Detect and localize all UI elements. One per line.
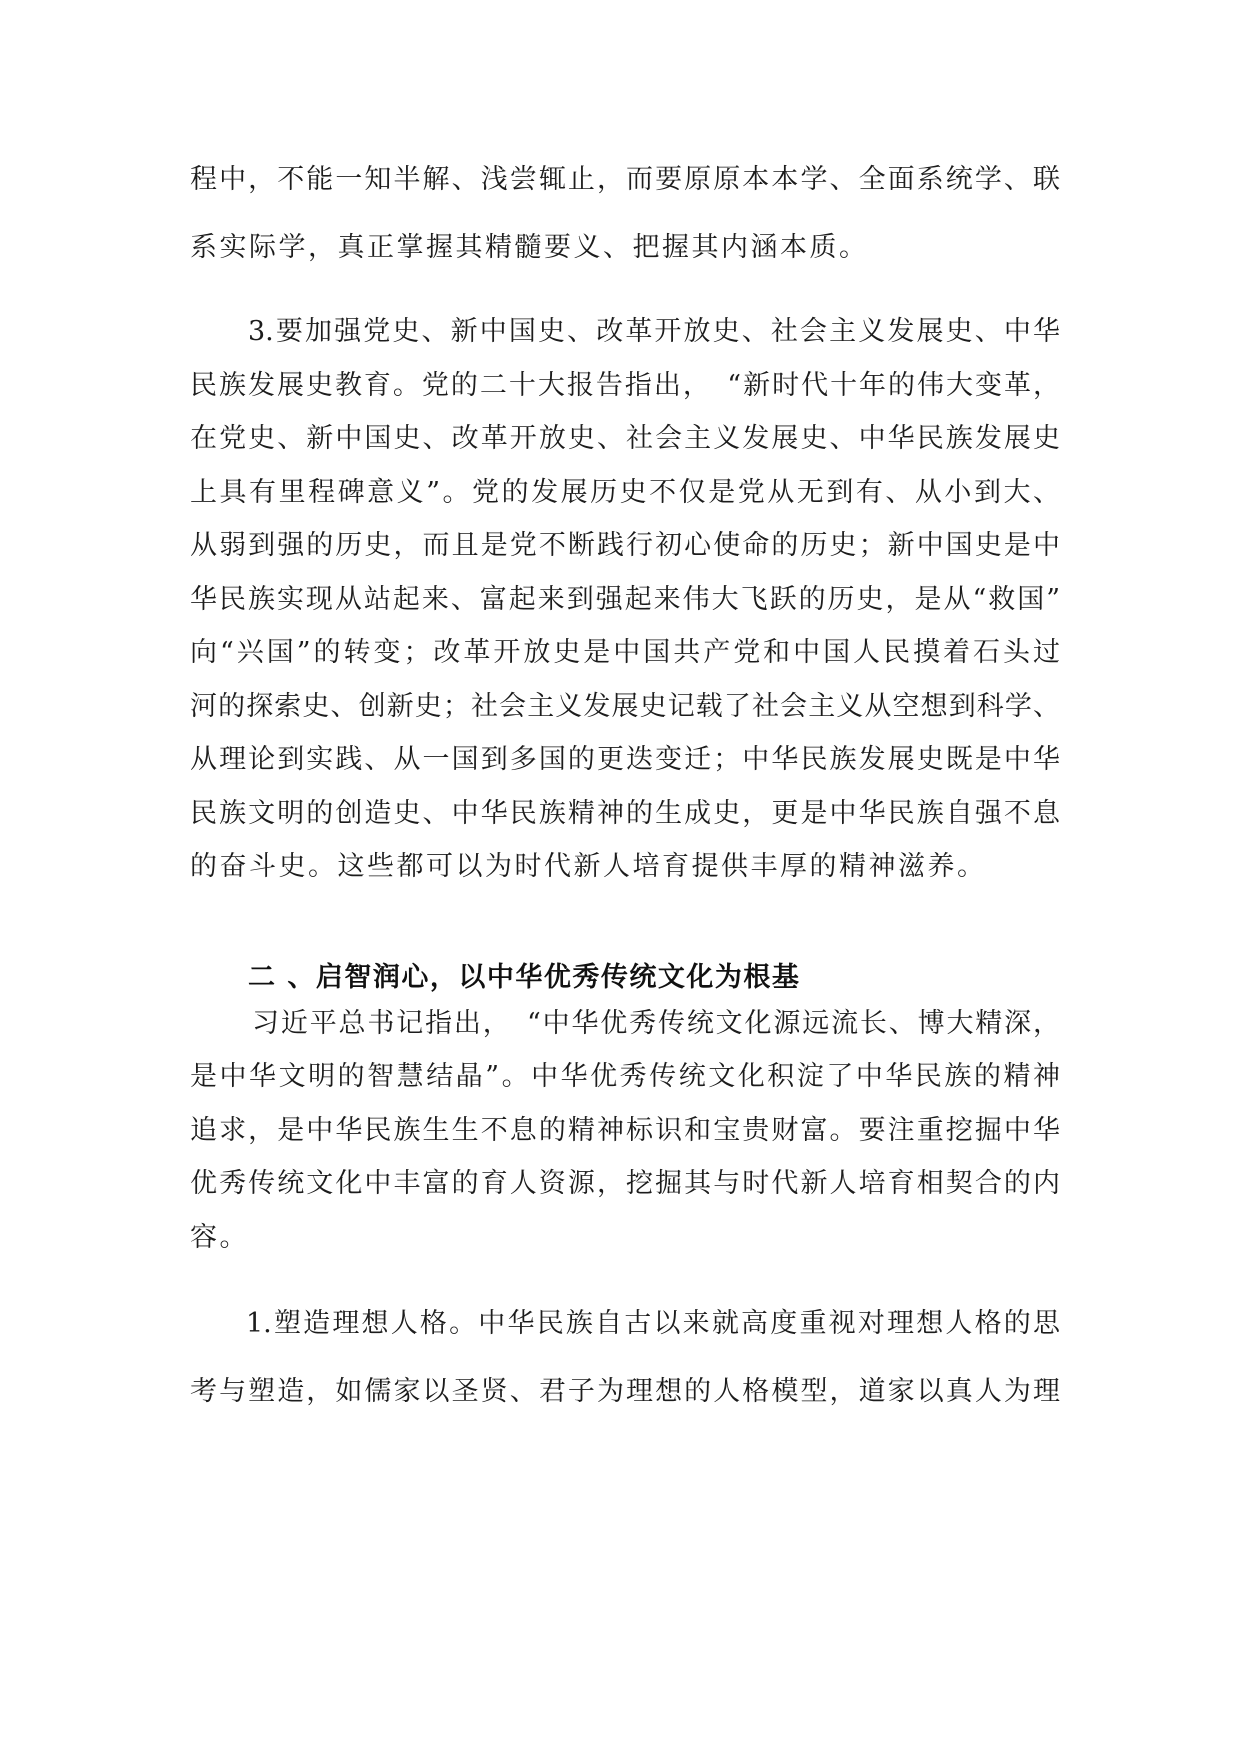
paragraph-line: 在党史、新中国史、改革开放史、社会主义发展史、中华民族发展史 — [190, 423, 1060, 454]
paragraph-line: 民族发展史教育。党的二十大报告指出， “新时代十年的伟大变革， — [190, 370, 1060, 401]
paragraph-line: 的奋斗史。这些都可以为时代新人培育提供丰厚的精神滋养。 — [190, 851, 987, 882]
paragraph-line: 习近平总书记指出， “中华优秀传统文化源远流长、博大精深， — [252, 1008, 1060, 1039]
paragraph-line: 向“兴国”的转变；改革开放史是中国共产党和中国人民摸着石头过 — [190, 637, 1060, 668]
paragraph-line: 是中华文明的智慧结晶”。中华优秀传统文化积淀了中华民族的精神 — [190, 1061, 1060, 1092]
paragraph-line: 从弱到强的历史，而且是党不断践行初心使命的历史；新中国史是中 — [190, 530, 1060, 561]
section-heading: 二 、启智润心，以中华优秀传统文化为根基 — [248, 962, 801, 993]
paragraph-line: 考与塑造，如儒家以圣贤、君子为理想的人格模型，道家以真人为理 — [190, 1376, 1060, 1407]
paragraph-line: 3.要加强党史、新中国史、改革开放史、社会主义发展史、中华 — [248, 316, 1060, 347]
paragraph-line: 追求，是中华民族生生不息的精神标识和宝贵财富。要注重挖掘中华 — [190, 1115, 1060, 1146]
paragraph-line: 上具有里程碑意义”。党的发展历史不仅是党从无到有、从小到大、 — [190, 477, 1060, 508]
paragraph-line: 1.塑造理想人格。中华民族自古以来就高度重视对理想人格的思 — [246, 1308, 1060, 1339]
paragraph-line: 华民族实现从站起来、富起来到强起来伟大飞跃的历史，是从“救国” — [190, 584, 1060, 615]
paragraph-line: 河的探索史、创新史；社会主义发展史记载了社会主义从空想到科学、 — [190, 691, 1060, 722]
paragraph-line: 优秀传统文化中丰富的育人资源，挖掘其与时代新人培育相契合的内 — [190, 1168, 1060, 1199]
paragraph-line: 系实际学，真正掌握其精髓要义、把握其内涵本质。 — [190, 232, 869, 263]
paragraph-line: 民族文明的创造史、中华民族精神的生成史，更是中华民族自强不息 — [190, 798, 1060, 829]
paragraph-line: 容。 — [190, 1222, 249, 1253]
paragraph-line: 从理论到实践、从一国到多国的更迭变迁；中华民族发展史既是中华 — [190, 744, 1060, 775]
paragraph-line: 程中，不能一知半解、浅尝辄止，而要原原本本学、全面系统学、联 — [190, 164, 1060, 195]
